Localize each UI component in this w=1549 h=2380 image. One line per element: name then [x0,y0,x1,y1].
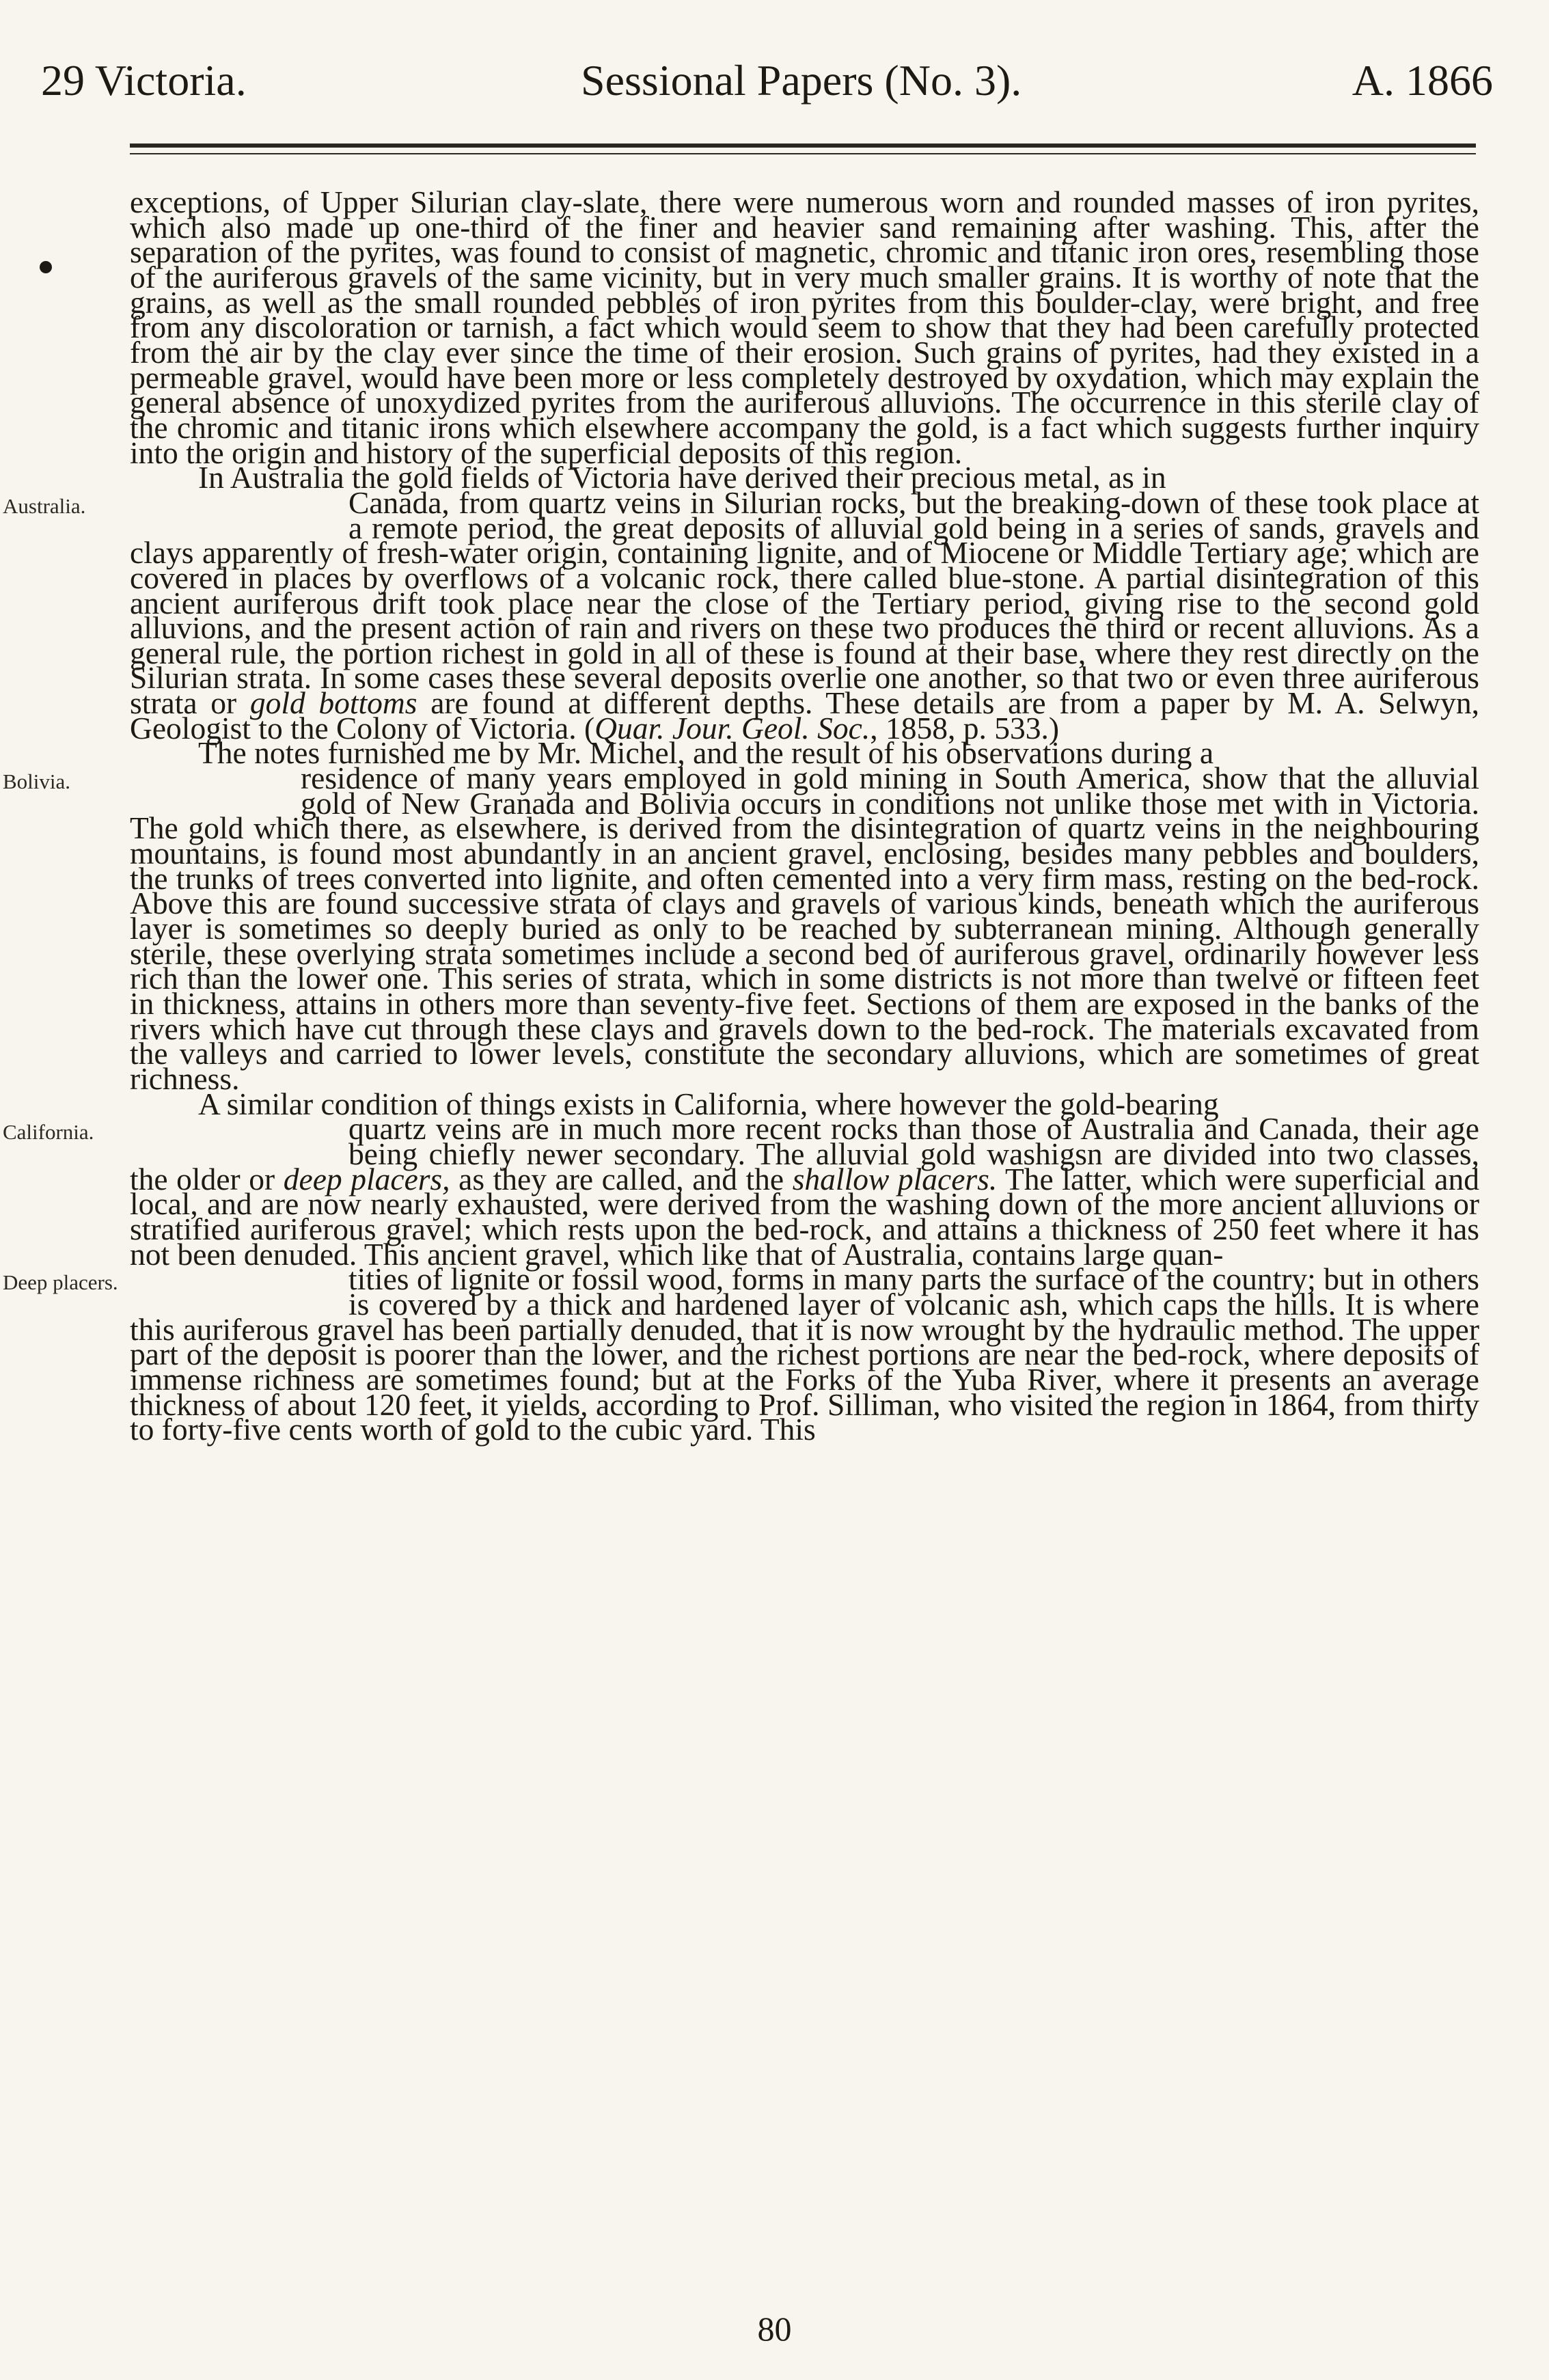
citation-italic: Quar. Jour. Geol. Soc. [594,710,871,746]
shallow-placers-italic: shallow placers. [792,1161,998,1196]
paragraph-deep-placers [3,1261,1479,1447]
header-year: A. 1866 [1352,56,1493,105]
sidenote-gap-bolivia [3,766,301,814]
sidenote-california: California. [3,1120,94,1145]
sidenote-bolivia: Bolivia. [3,769,71,794]
body-text [3,184,1480,1447]
paragraph-bolivia [3,761,1479,1096]
running-header [41,53,1508,108]
sidenote-gap-australia [3,491,348,538]
deep-placers-italic: deep placers, [283,1161,450,1196]
paragraph-australia-first-line: In Australia the gold fields of Victoria have derived their precious metal, as in [198,460,1166,495]
sidenote-gap-deep-placers [3,1267,348,1315]
gold-bottoms-italic: gold bottoms [249,685,417,721]
sidenote-deep-placers: Deep placers. [3,1270,118,1295]
header-rule-thin [130,153,1476,154]
paragraph-california-first-line: A similar condition of things exists in California, where however the gold-bearing [198,1086,1219,1121]
header-sessional-papers: Sessional Papers (No. 3). [581,56,1022,105]
australia-text-b: are found at different depths. These details are from a paper by M. A. Selwyn, Geologist to the Colony of Victoria. ( [130,685,1480,746]
california-text-a: quartz veins are in much more recent rocks than those of Australia and Canada, their age being chiefly newer secondary. The alluvial gold washigsn are divided into two classes, the older or [130,1111,1479,1196]
header-regnal-year: 29 Victoria. [41,56,247,105]
deep-placers-text: tities of lignite or fossil wood, forms in many parts the surface of the country; but in others is covered by a thick and hardened layer of volcanic ash, which caps the hills. It is where this auriferous gravel has been partially denuded, that it is now wrought by the hydraulic method. The upper part of the deposit is poorer than the lower, and the richest portions are near the bed-rock, where deposits of immense richness are sometimes found; but at the Forks of the Yuba River, where it presents an average thickness of about 120 feet, it yields, according to Prof. Silliman, who visited the region in 1864, from thirty to forty-five cents worth of gold to the cubic yard. This [130,1261,1479,1447]
australia-text-c: , 1858, p. 533.) [870,710,1060,746]
california-text-b: as they are called, and the [458,1161,784,1196]
paragraph-california [3,1111,1479,1272]
sidenote-australia: Australia. [3,493,86,518]
page-number: 80 [757,2310,792,2348]
australia-text-a: Canada, from quartz veins in Silurian rocks, but the breaking-down of these took place at a remote period, the great deposits of alluvial gold being in a series of sands, gravels and clays apparently of fresh-water origin, containing lignite, and of Miocene or Middle Tertiary age; which are covered in places by overflows of a volcanic rock, there called blue-stone. A partial disintegration of this ancient auriferous drift took place near the close of the Tertiary period, giving rise to the second gold alluvions, and the present action of rain and rivers on these two produces the third or recent alluvions. As a general rule, the portion richest in gold in all of these is found at their base, where they rest directly on the Silurian strata. In some cases these several deposits overlie one another, so that two or even three auriferous strata or [130,484,1479,721]
california-text-c: The latter, which were superficial and local, and are now nearly exhausted, were derived from the washing down of the more ancient alluvions or stratified auriferous gravel; which rests upon the bed-rock, and attains a thickness of 250 feet where it has not been denuded. This ancient gravel, which like that of Australia, contains large quan- [130,1161,1479,1272]
sidenote-gap-california [3,1117,348,1164]
paragraph-bolivia-first-line: The notes furnished me by Mr. Michel, and the result of his observations during a [198,735,1214,771]
margin-ink-dot [40,261,52,273]
paragraph-upper-silurian: exceptions, of Upper Silurian clay-slate, there were numerous worn and rounded masses of iron pyrites, which also made up one-third of the finer and heavier sand remaining after washing. This, after the separation of the pyrites, was found to consist of magnetic, chromic and titanic iron ores, resembling those of the auriferous gravels of the same vicinity, but in very much smaller grains. It is worthy of note that the grains, as well as the small rounded pebbles of iron pyrites from this boulder-clay, were bright, and free from any discoloration or tarnish, a fact which would seem to show that they had been carefully protected from the air by the clay ever since the time of their erosion. Such grains of pyrites, had they existed in a permeable gravel, would have been more or less completely destroyed by oxydation, which may explain the general absence of unoxydized pyrites from the auriferous alluvions. The occurrence in this sterile clay of the chromic and titanic irons which elsewhere accompany the gold, is a fact which suggests further inquiry into the origin and history of the superficial deposits of this region. [130,184,1479,470]
bolivia-text: residence of many years employed in gold mining in South America, show that the alluvial gold of New Granada and Bolivia occurs in conditions not unlike those met with in Victoria. The gold which there, as elsewhere, is derived from the disintegration of quartz veins in the neighbouring mountains, is found most abundantly in an ancient gravel, enclosing, besides many pebbles and boulders, the trunks of trees converted into lignite, and often cemented into a very firm mass, resting on the bed-rock. Above this are found successive strata of clays and gravels of various kinds, beneath which the auriferous layer is sometimes so deeply buried as only to be reached by subterranean mining. Although generally sterile, these overlying strata sometimes include a second bed of auriferous gravel, ordinarily however less rich than the lower one. This series of strata, which in some districts is not more than twelve or fifteen feet in thickness, attains in others more than seventy-five feet. Sections of them are exposed in the banks of the rivers which have cut through these clays and gravels down to the bed-rock. The materials excavated from the valleys and carried to lower levels, constitute the secondary alluvions, which are sometimes of great richness. [130,761,1479,1096]
paragraph-australia [3,484,1480,746]
header-rule-thick [130,143,1476,148]
